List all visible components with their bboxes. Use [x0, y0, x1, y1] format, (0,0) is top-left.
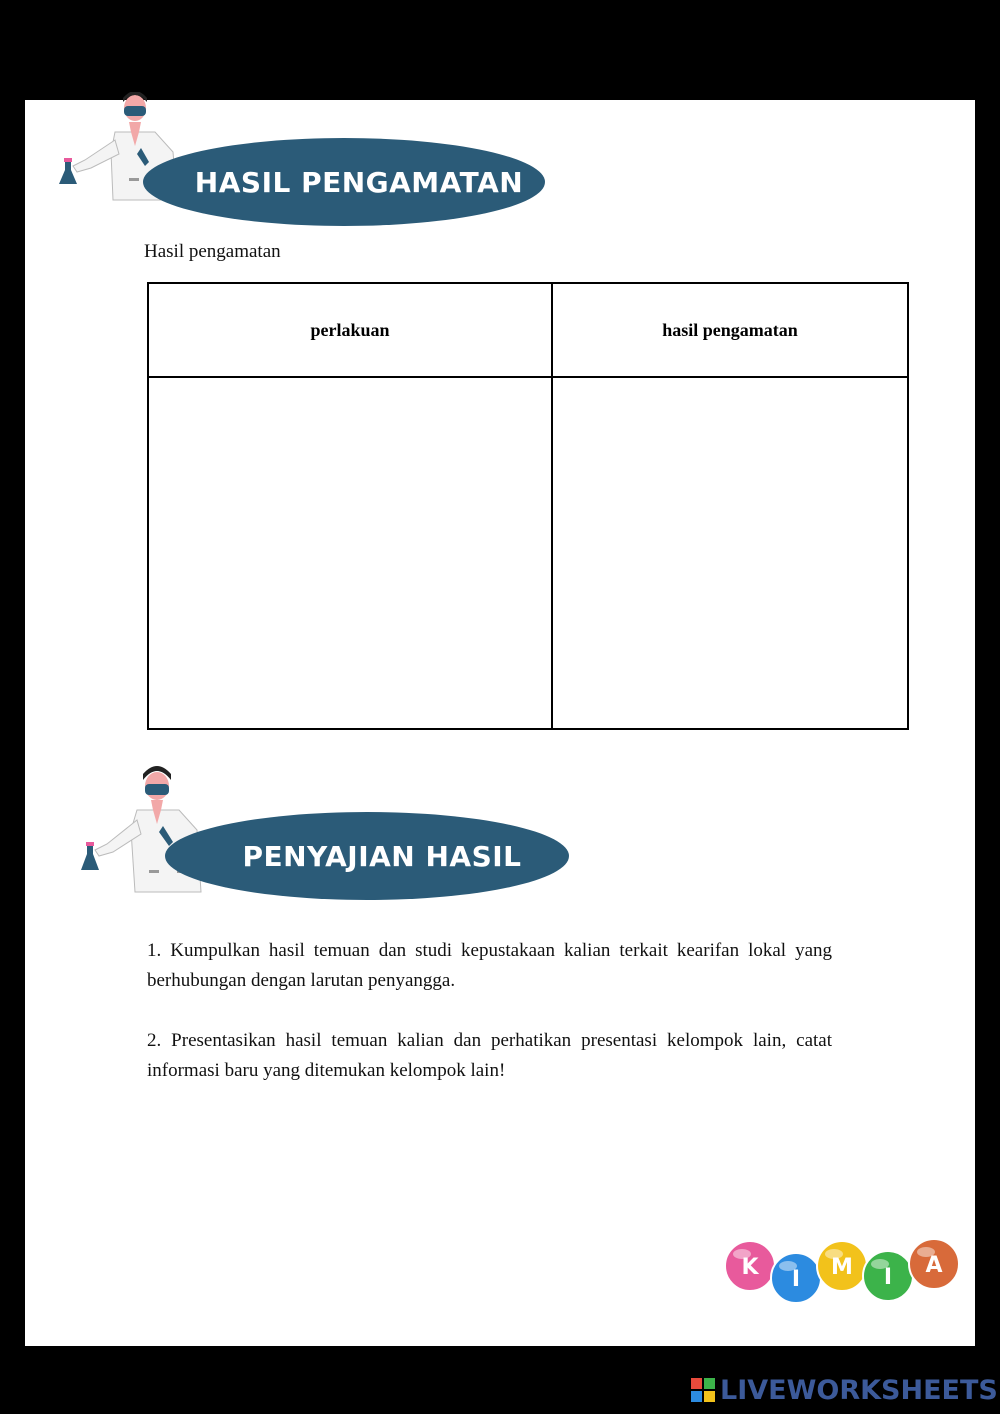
- kimia-letter: K: [741, 1255, 759, 1280]
- liveworksheets-footer: [690, 1376, 998, 1404]
- kimia-bubble: [817, 1241, 867, 1291]
- table-cell-treatment[interactable]: [148, 377, 552, 729]
- banner-title: PENYAJIAN HASIL: [242, 839, 522, 873]
- banner-title: HASIL PENGAMATAN: [194, 165, 524, 199]
- worksheet-page: [25, 100, 975, 1346]
- instruction-2: 2. Presentasikan hasil temuan kalian dan perhatikan presentasi kelompok lain, catat informasi baru yang ditemukan kelompok lain!: [147, 1030, 832, 1081]
- instruction-1: 1. Kumpulkan hasil temuan dan studi kepustakaan kalian terkait kearifan lokal yang berhubungan dengan larutan penyangga.: [147, 940, 832, 991]
- observation-table: [147, 282, 909, 730]
- table-cell-result[interactable]: [552, 377, 908, 729]
- table-header-result: hasil pengamatan: [552, 283, 908, 377]
- table-header-treatment: perlakuan: [148, 283, 552, 377]
- table-row: [148, 377, 908, 729]
- liveworksheets-brand: LIVEWORKSHEETS: [720, 1374, 998, 1406]
- kimia-bubble: [771, 1253, 821, 1303]
- kimia-bubble: [863, 1251, 913, 1301]
- kimia-bubble: [909, 1239, 959, 1289]
- kimia-logo: [720, 1230, 970, 1310]
- kimia-letter: I: [883, 1265, 893, 1290]
- table-caption: Hasil pengamatan: [144, 241, 281, 262]
- liveworksheets-logo-icon: [690, 1377, 716, 1403]
- kimia-letter: A: [925, 1253, 943, 1278]
- kimia-letter: M: [831, 1255, 853, 1280]
- kimia-bubble: [725, 1241, 775, 1291]
- table-header-row: [148, 283, 908, 377]
- section-banner-presentation: [165, 812, 569, 900]
- kimia-letter: I: [791, 1267, 801, 1292]
- section-banner-observation: [143, 138, 545, 226]
